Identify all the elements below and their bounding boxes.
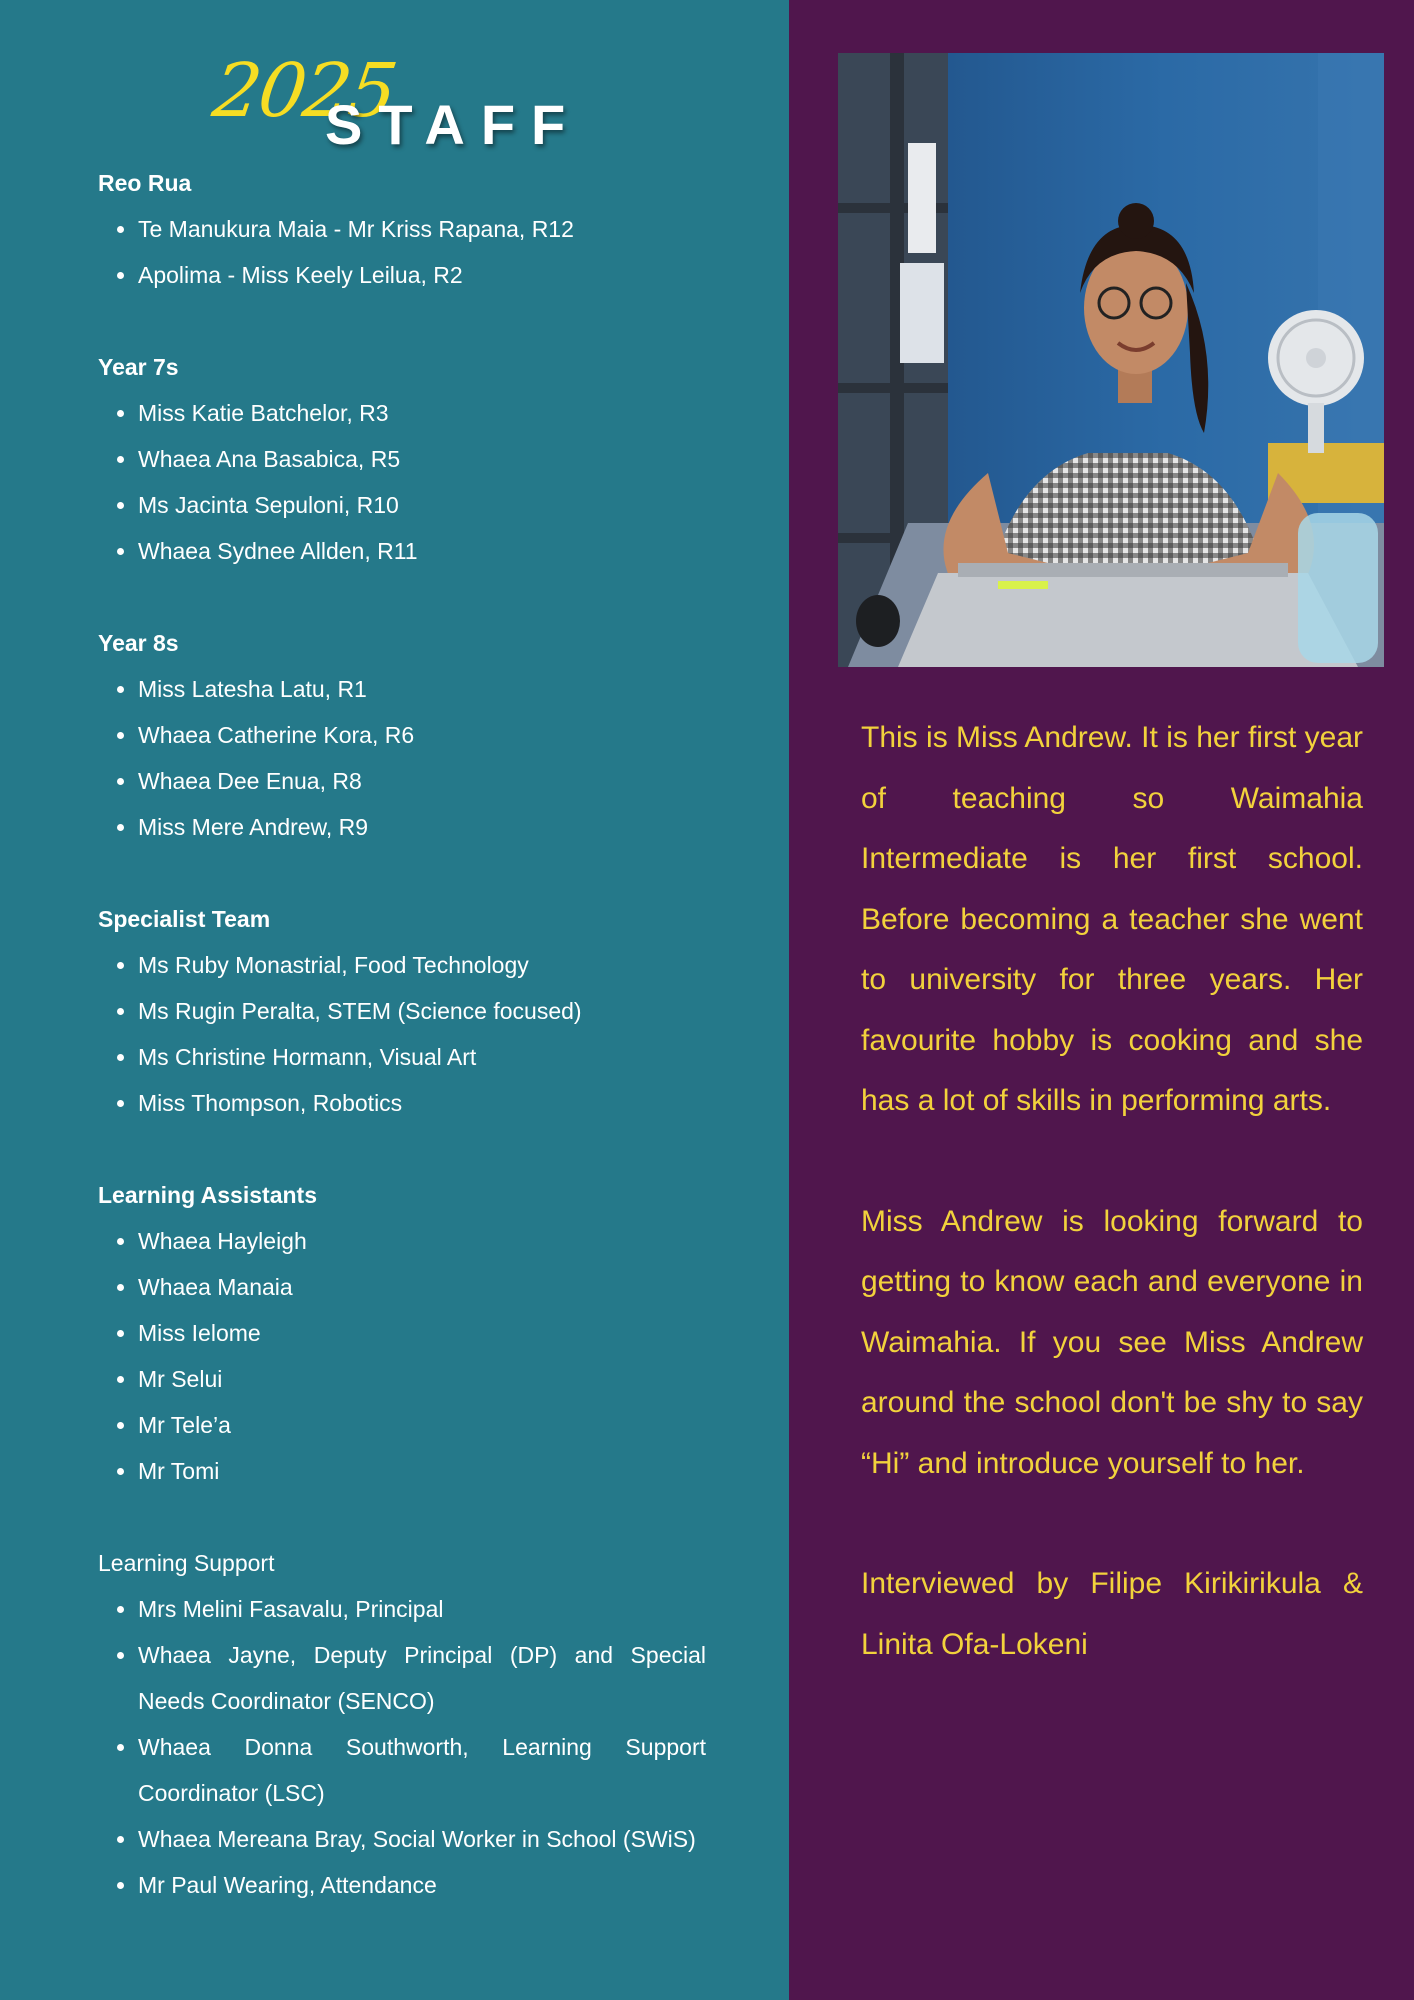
list-item: • Ms Rugin Peralta, STEM (Science focused)	[138, 988, 706, 1034]
list-item: • Mr Tele’a	[138, 1402, 706, 1448]
list-item: • Mr Paul Wearing, Attendance	[138, 1862, 706, 1908]
list-item: • Whaea Catherine Kora, R6	[138, 712, 706, 758]
teacher-photo	[838, 53, 1384, 667]
section-heading: Specialist Team	[98, 906, 271, 932]
list-item: • Mr Selui	[138, 1356, 706, 1402]
list-item: • Apolima - Miss Keely Leilua, R2	[138, 252, 706, 298]
section-reo-rua	[98, 160, 706, 298]
list-item: • Miss Mere Andrew, R9	[138, 804, 706, 850]
section-heading: Year 8s	[98, 630, 179, 656]
list-item: • Ms Ruby Monastrial, Food Technology	[138, 942, 706, 988]
section-year-7s	[98, 344, 706, 574]
list-item: • Miss Katie Batchelor, R3	[138, 390, 706, 436]
list-item: • Ms Jacinta Sepuloni, R10	[138, 482, 706, 528]
teacher-profile	[861, 708, 1363, 1735]
interview-credit: Interviewed by Filipe Kirikirikula & Linita Ofa-Lokeni	[861, 1567, 1363, 1661]
profile-paragraph: Miss Andrew is looking forward to getting to know each and everyone in Waimahia. If you see Miss Andrew around the school don't be shy to say “Hi” and introduce yourself to her.	[861, 1204, 1363, 1480]
section-heading: Learning Support	[98, 1550, 275, 1576]
list-item: • Whaea Hayleigh	[138, 1218, 706, 1264]
section-learning-assistants	[98, 1172, 706, 1494]
list-item: • Whaea Mereana Bray, Social Worker in School (SWiS)	[138, 1816, 706, 1862]
list-item: • Ms Christine Hormann, Visual Art	[138, 1034, 706, 1080]
list-item: • Mrs Melini Fasavalu, Principal	[138, 1586, 706, 1632]
section-heading: Learning Assistants	[98, 1182, 317, 1208]
title-year: 2025	[207, 48, 401, 134]
section-year-8s	[98, 620, 706, 850]
staff-list	[98, 160, 706, 1954]
list-item: • Miss Thompson, Robotics	[138, 1080, 706, 1126]
list-item: • Miss Ielome	[138, 1310, 706, 1356]
list-item: • Whaea Manaia	[138, 1264, 706, 1310]
section-learning-support	[98, 1540, 706, 1908]
page-title	[0, 40, 789, 160]
list-item: • Mr Tomi	[138, 1448, 706, 1494]
list-item: • Whaea Ana Basabica, R5	[138, 436, 706, 482]
list-item: • Whaea Dee Enua, R8	[138, 758, 706, 804]
title-word: STAFF	[325, 93, 582, 156]
list-item: • Te Manukura Maia - Mr Kriss Rapana, R12	[138, 206, 706, 252]
profile-paragraph: This is Miss Andrew. It is her first year of teaching so Waimahia Intermediate is her first school. Before becoming a teacher she went to university for three years. Her favourite hobby is cooking and she has a lot of skills in performing arts.	[861, 721, 1363, 1117]
section-heading: Year 7s	[98, 354, 179, 380]
list-item: • Whaea Sydnee Allden, R11	[138, 528, 706, 574]
section-heading: Reo Rua	[98, 170, 192, 196]
list-item: • Miss Latesha Latu, R1	[138, 666, 706, 712]
section-specialist-team	[98, 896, 706, 1126]
list-item: • Whaea Donna Southworth, Learning Support Coordinator (LSC)	[138, 1724, 706, 1816]
list-item: • Whaea Jayne, Deputy Principal (DP) and Special Needs Coordinator (SENCO)	[138, 1632, 706, 1724]
